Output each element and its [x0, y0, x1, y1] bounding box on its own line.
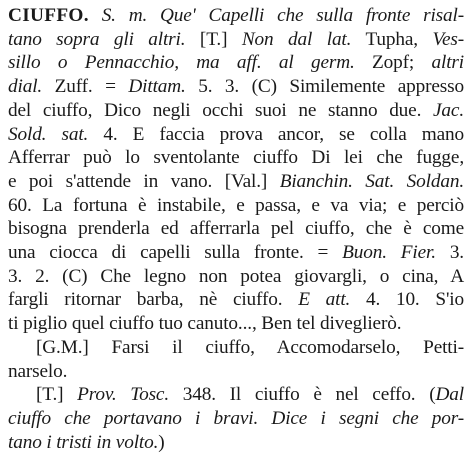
entry-line-1	[8, 4, 464, 28]
text-run: Prov. Tosc.	[77, 384, 169, 406]
text-run: 5. 3. (C) Similemente appresso	[185, 76, 464, 98]
text-run: Ves-	[432, 28, 465, 50]
entry-line-16	[8, 360, 464, 384]
entry-line-9	[8, 194, 464, 218]
entry-line-3	[8, 51, 464, 75]
text-run: 60. La fortuna è instabile, e passa, e va via; e perciò	[8, 194, 464, 216]
text-run: Non dal lat.	[241, 28, 352, 50]
entry-line-2	[8, 28, 464, 52]
text-run: [T.]	[185, 28, 242, 50]
entry-line-13	[8, 288, 464, 312]
text-run: Zopf;	[354, 52, 432, 74]
entry-line-7	[8, 146, 464, 170]
entry-line-4	[8, 75, 464, 99]
text-run: ti piglio quel ciuffo tuo canuto..., Ben tel diveglierò.	[8, 313, 402, 335]
text-run: S. m. Que' Capelli che sulla fronte risal-	[101, 5, 465, 26]
entry-line-1-rest	[89, 5, 464, 26]
text-run: una ciocca di capelli sulla fronte. =	[8, 242, 343, 264]
entry-line-18	[8, 407, 464, 431]
text-run: narselo.	[8, 360, 68, 382]
text-run: e poi s'attende in vano. [Val.]	[8, 170, 280, 192]
text-run: fargli ritornar barba, nè ciuffo.	[8, 289, 299, 311]
text-run: )	[158, 431, 165, 453]
text-run: del ciuffo, Dico negli occhi suoi ne stanno due.	[8, 99, 434, 121]
text-run: Bianchin. Sat. Soldan.	[279, 170, 464, 192]
text-run: 3.	[435, 242, 464, 264]
text-run: 4. 10. S'io	[350, 289, 464, 311]
text-run: sillo o Pennacchio, ma aff. al germ.	[8, 52, 355, 74]
entry-line-10	[8, 217, 464, 241]
text-run: [G.M.] Farsi il ciuffo, Accomodarselo, Petti-	[36, 336, 464, 358]
entry-line-8	[8, 170, 464, 194]
entry-line-19	[8, 431, 464, 454]
text-run: E att.	[298, 289, 351, 311]
text-run: Sold. sat.	[8, 123, 89, 145]
text-run	[89, 5, 102, 26]
text-run: dial.	[8, 76, 43, 98]
entry-line-14	[8, 312, 464, 336]
entry-line-11	[8, 241, 464, 265]
text-run: Afferrar può lo sventolante ciuffo Di lei che fugge,	[8, 147, 464, 169]
entry-line-17	[8, 383, 464, 407]
text-run: 3. 2. (C) Che legno non potea giovargli, o cina, A	[8, 265, 464, 287]
entry-line-15	[8, 336, 464, 360]
text-run: altri	[431, 52, 464, 74]
text-run: 348. Il ciuffo è nel ceffo. (	[169, 384, 436, 406]
text-run: [T.]	[36, 384, 78, 406]
text-run: tano i tristi in volto.	[8, 431, 159, 453]
text-run: 4. E faccia prova ancor, se colla mano	[88, 123, 464, 145]
headword: CIUFFO.	[8, 5, 89, 26]
text-run: ciuffo che portavano i bravi. Dice i segni che por-	[8, 407, 464, 429]
entry-line-6	[8, 123, 464, 147]
text-run: Jac.	[433, 99, 464, 121]
text-run: Dal	[435, 384, 464, 406]
entry-line-5	[8, 99, 464, 123]
text-run: tano sopra gli altri.	[8, 28, 186, 50]
text-run: Dittam.	[128, 76, 186, 98]
text-run: Zuff. =	[42, 76, 129, 98]
text-run: Tupha,	[351, 28, 433, 50]
text-run: Buon. Fier.	[342, 242, 436, 264]
entry-line-12	[8, 265, 464, 289]
text-run: bisogna prenderla ed afferrarla pel ciuffo, che è come	[8, 218, 464, 240]
